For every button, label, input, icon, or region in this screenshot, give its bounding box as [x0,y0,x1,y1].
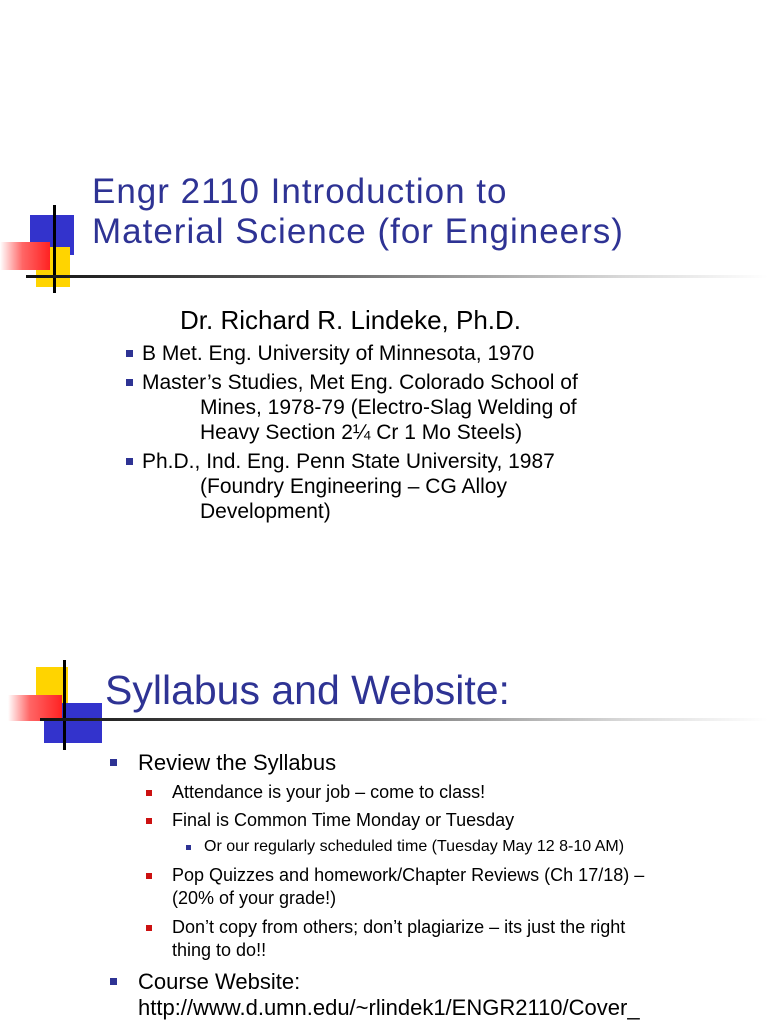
review-text: Review the Syllabus [138,750,337,775]
final-sub-text: Or our regularly scheduled time (Tuesday May 12 8-10 AM) [204,838,625,855]
bullet-icon [146,818,152,824]
bullet-icon [146,873,152,879]
list-item [108,750,758,776]
final-text: Final is Common Time Monday or Tuesday [172,810,515,830]
title-line-1: Engr 2110 Introduction to [92,172,508,211]
bullet-icon [146,790,152,796]
copy-text: Don’t copy from others; don’t plagiarize – its just the right [172,917,626,937]
list-item [108,781,758,804]
list-item [108,864,758,910]
bullet-icon [110,759,117,766]
credential-text-cont: (Foundry Engineering – CG Alloy [200,475,507,498]
title-line-2: Material Science (for Engineers) [92,212,624,251]
credential-text: B Met. Eng. University of Minnesota, 1970 [142,342,535,365]
quizzes-text-cont: (20% of your grade!) [172,888,337,908]
bullet-icon [110,978,117,985]
list-item [124,341,744,366]
credential-text: Ph.D., Ind. Eng. Penn State University, 1987 [142,450,555,473]
website-label: Course Website: [138,969,301,994]
attendance-text: Attendance is your job – come to class! [172,782,486,802]
list-item [108,809,758,832]
bullet-icon [126,350,133,357]
list-item [108,916,758,962]
syllabus-list [108,750,758,1021]
bullet-icon [186,845,191,850]
website-link[interactable]: http://www.d.umn.edu/~rlindek1/ENGR2110/Cover_ [138,995,640,1020]
credentials-list [124,341,744,528]
title-underline [26,275,768,278]
credential-text-cont: Mines, 1978-79 (Electro-Slag Welding of [200,396,577,419]
list-item [108,969,758,1021]
slide-title [92,172,752,252]
bullet-icon [146,925,152,931]
list-item [124,370,744,445]
quizzes-text: Pop Quizzes and homework/Chapter Reviews (Ch 17/18) – [172,865,645,885]
credential-text: Master’s Studies, Met Eng. Colorado School of [142,371,578,394]
list-item [108,836,758,858]
credential-text-cont: Heavy Section 2¼ Cr 1 Mo Steels) [200,421,523,444]
list-item [124,449,744,524]
copy-text-cont: thing to do!! [172,940,267,960]
title-underline [40,718,768,721]
presenter-name: Dr. Richard R. Lindeke, Ph.D. [180,305,522,335]
bullet-icon [126,458,133,465]
slide-title: Syllabus and Website: [105,667,510,713]
bullet-icon [126,379,133,386]
credential-text-cont: Development) [200,500,331,523]
slide-2 [0,580,768,1024]
corner-decoration-icon [0,655,110,755]
corner-decoration-icon [0,200,100,300]
